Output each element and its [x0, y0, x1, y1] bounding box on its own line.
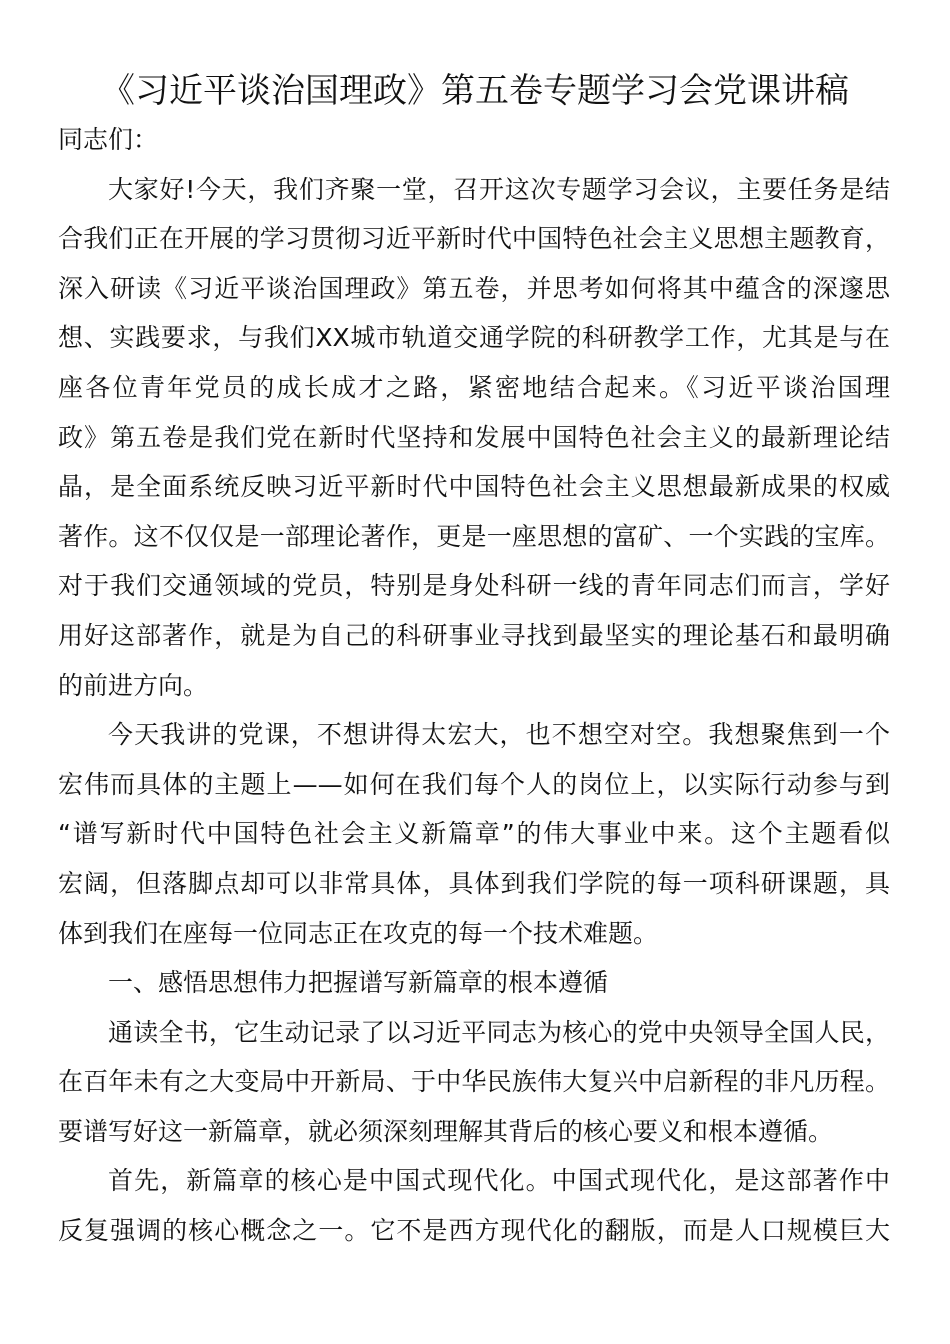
- text-line: 今天我讲的党课，不想讲得太宏大，也不想空对空。我想聚焦到一个: [108, 720, 890, 750]
- text-line: 深入研读《习近平谈治国理政》第五卷，并思考如何将其中蕴含的深邃思: [58, 273, 890, 303]
- text-line: 座各位青年党员的成长成才之路，紧密地结合起来。《习近平谈治国理: [58, 372, 890, 402]
- text-line: 一、感悟思想伟力把握谱写新篇章的根本遵循: [108, 968, 609, 998]
- text-line: 晶，是全面系统反映习近平新时代中国特色社会主义思想最新成果的权威: [58, 472, 890, 502]
- paragraph: [58, 1156, 890, 1255]
- text-line: 的前进方向。: [58, 670, 209, 700]
- text-line: 同志们：: [58, 125, 159, 154]
- document-title: 《习近平谈治国理政》第五卷专题学习会党课讲稿: [101, 71, 849, 111]
- text-line: 大家好!今天，我们齐聚一堂，召开这次专题学习会议，主要任务是结: [108, 174, 890, 204]
- paragraph: [58, 710, 890, 958]
- paragraph: [58, 165, 890, 711]
- text-line: 反复强调的核心概念之一。它不是西方现代化的翻版，而是人口规模巨大: [58, 1216, 890, 1246]
- paragraph: [58, 115, 890, 165]
- text-line: 对于我们交通领域的党员，特别是身处科研一线的青年同志们而言，学好: [58, 571, 890, 601]
- text-line: “谱写新时代中国特色社会主义新篇章”的伟大事业中来。这个主题看似: [58, 819, 890, 849]
- text-line: 首先，新篇章的核心是中国式现代化。中国式现代化，是这部著作中: [108, 1166, 890, 1196]
- text-line: 要谱写好这一新篇章，就必须深刻理解其背后的核心要义和根本遵循。: [58, 1116, 834, 1146]
- text-line: 想、实践要求，与我们XX城市轨道交通学院的科研教学工作，尤其是与在: [58, 323, 890, 353]
- text-line: 宏伟而具体的主题上——如何在我们每个人的岗位上，以实际行动参与到: [58, 769, 890, 799]
- text-line: 著作。这不仅仅是一部理论著作，更是一座思想的富矿、一个实践的宝库。: [58, 521, 890, 551]
- text-line: 体到我们在座每一位同志正在攻克的每一个技术难题。: [58, 918, 659, 948]
- paragraph: [58, 1008, 890, 1157]
- text-line: 宏阔，但落脚点却可以非常具体，具体到我们学院的每一项科研课题，具: [58, 868, 890, 898]
- text-line: 在百年未有之大变局中开新局、于中华民族伟大复兴中启新程的非凡历程。: [58, 1067, 890, 1097]
- text-line: 政》第五卷是我们党在新时代坚持和发展中国特色社会主义的最新理论结: [58, 422, 890, 452]
- text-line: 合我们正在开展的学习贯彻习近平新时代中国特色社会主义思想主题教育，: [58, 224, 890, 254]
- section-heading: [58, 958, 890, 1008]
- document-body: [58, 115, 890, 1256]
- text-line: 通读全书，它生动记录了以习近平同志为核心的党中央领导全国人民，: [108, 1017, 890, 1047]
- text-line: 用好这部著作，就是为自己的科研事业寻找到最坚实的理论基石和最明确: [58, 620, 890, 650]
